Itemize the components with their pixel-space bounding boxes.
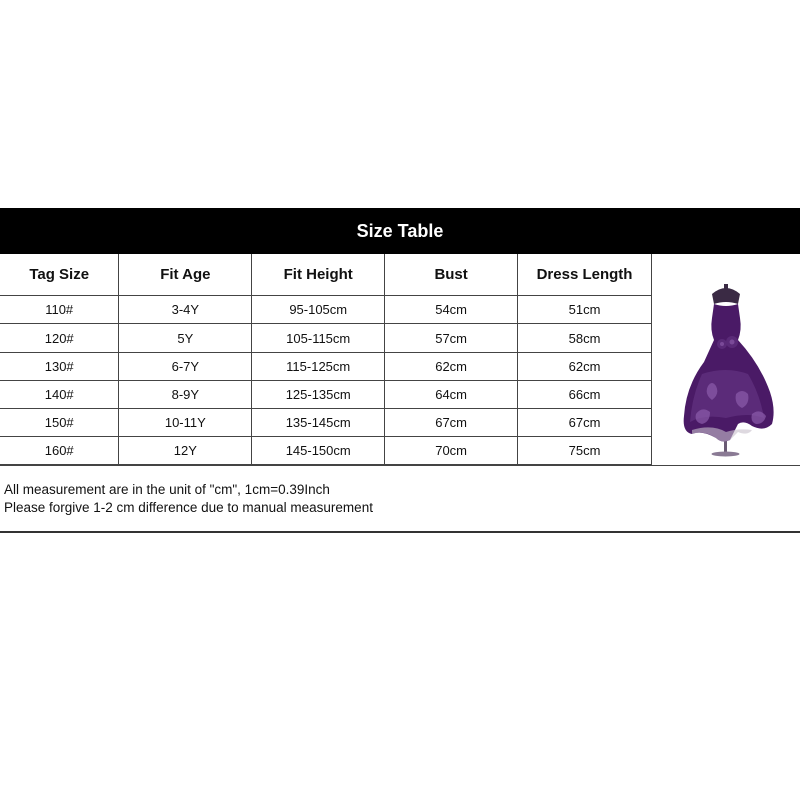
column-header-fit-height: Fit Height [252,254,385,296]
cell-bust: 67cm [385,408,518,436]
table-header-row [0,254,652,296]
cell-fit-height: 95-105cm [252,296,385,324]
table-row [0,352,652,380]
cell-dress-length: 75cm [518,436,652,464]
cell-dress-length: 62cm [518,352,652,380]
cell-tag-size: 120# [0,324,119,352]
cell-fit-height: 135-145cm [252,408,385,436]
cell-fit-age: 6-7Y [119,352,252,380]
note-line-unit: All measurement are in the unit of "cm", 1cm=0.39Inch [4,482,330,497]
size-table-title: Size Table [0,208,800,254]
column-header-bust: Bust [385,254,518,296]
cell-fit-age: 10-11Y [119,408,252,436]
cell-fit-height: 115-125cm [252,352,385,380]
measurement-notes [0,466,800,533]
cell-tag-size: 130# [0,352,119,380]
cell-fit-age: 12Y [119,436,252,464]
cell-bust: 64cm [385,380,518,408]
size-grid [0,254,800,466]
cell-bust: 54cm [385,296,518,324]
size-table [0,254,652,465]
cell-dress-length: 58cm [518,324,652,352]
cell-dress-length: 51cm [518,296,652,324]
table-row [0,436,652,464]
cell-tag-size: 110# [0,296,119,324]
note-line-difference: Please forgive 1-2 cm difference due to manual measurement [4,500,373,515]
cell-dress-length: 66cm [518,380,652,408]
table-row [0,296,652,324]
table-row [0,380,652,408]
cell-fit-height: 145-150cm [252,436,385,464]
column-header-dress-length: Dress Length [518,254,652,296]
cell-fit-age: 3-4Y [119,296,252,324]
size-chart [0,208,800,533]
column-header-tag-size: Tag Size [0,254,119,296]
purple-dress-image [652,254,800,460]
dress-icon [684,304,774,442]
cell-fit-height: 125-135cm [252,380,385,408]
cell-bust: 70cm [385,436,518,464]
product-image-cell [652,254,800,465]
cell-bust: 57cm [385,324,518,352]
cell-bust: 62cm [385,352,518,380]
cell-tag-size: 160# [0,436,119,464]
column-header-fit-age: Fit Age [119,254,252,296]
cell-fit-age: 5Y [119,324,252,352]
cell-dress-length: 67cm [518,408,652,436]
cell-fit-height: 105-115cm [252,324,385,352]
table-row [0,324,652,352]
cell-tag-size: 140# [0,380,119,408]
table-row [0,408,652,436]
cell-fit-age: 8-9Y [119,380,252,408]
cell-tag-size: 150# [0,408,119,436]
